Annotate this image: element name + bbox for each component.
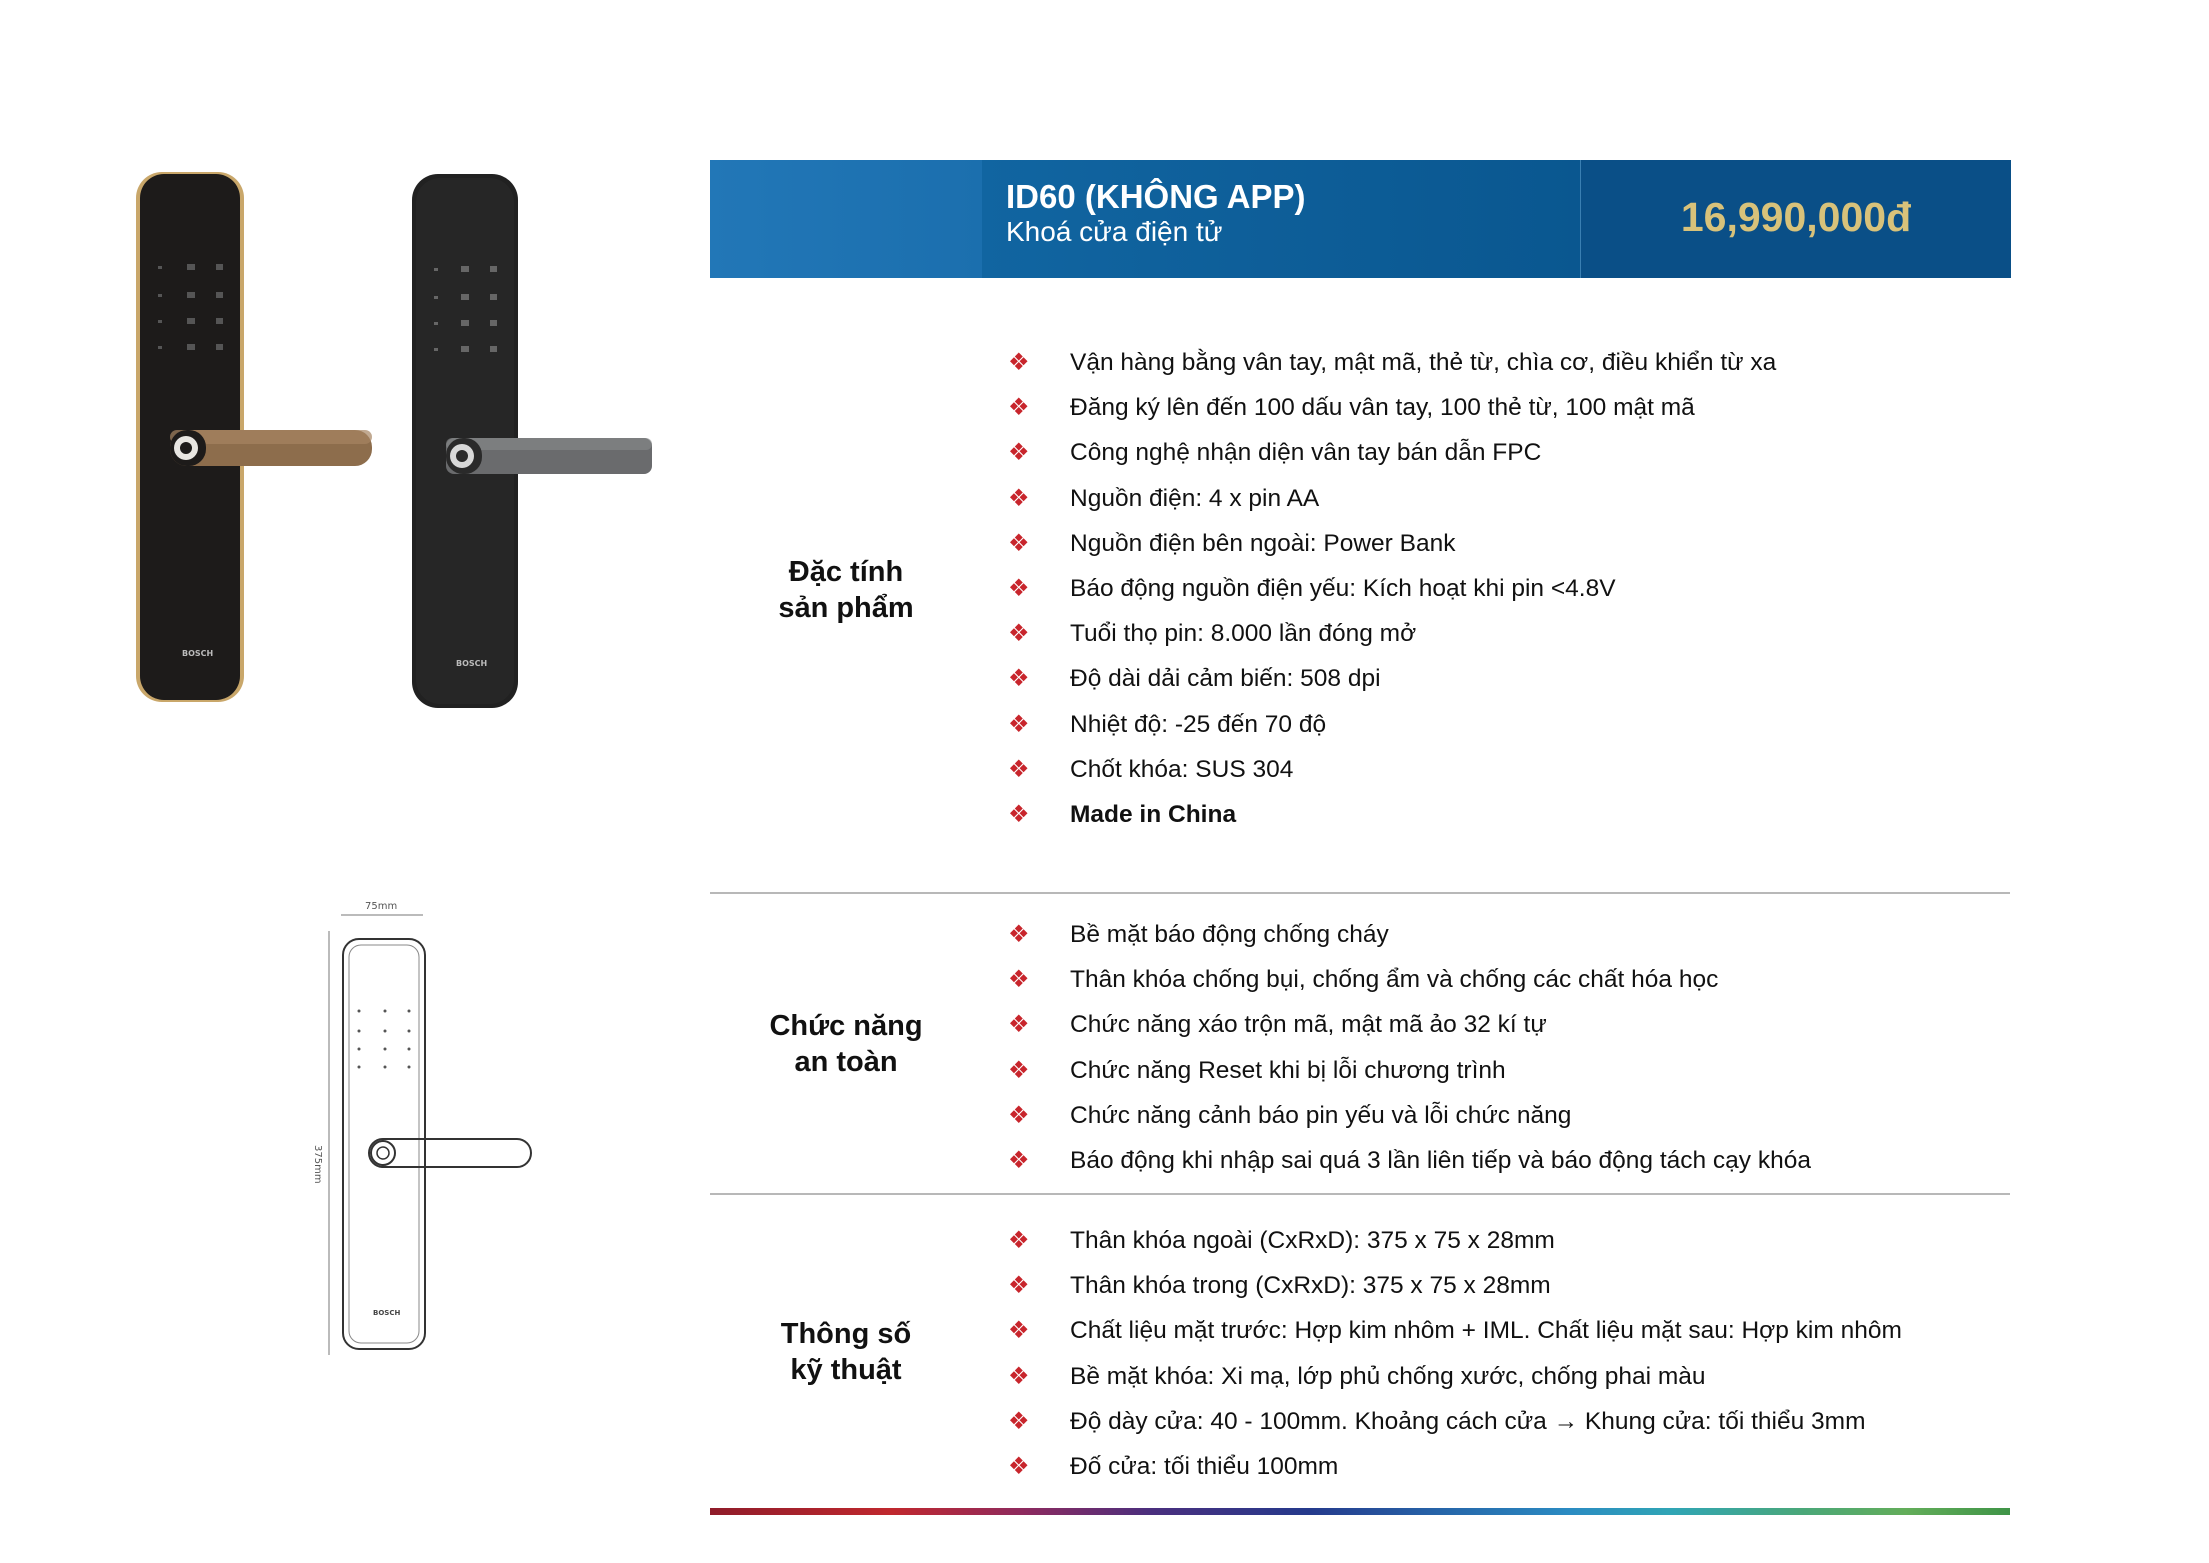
list-item-text: Vận hàng bằng vân tay, mật mã, thẻ từ, chìa cơ, điều khiển từ xa	[1070, 349, 1777, 376]
list-item-text: Made in China	[1070, 800, 1237, 828]
diamond-bullet-icon: ❖	[1008, 1362, 1030, 1390]
lock-photo-black	[404, 170, 664, 715]
diamond-bullet-icon: ❖	[1008, 755, 1030, 783]
list-item-text: Đăng ký lên đến 100 dấu vân tay, 100 thẻ từ, 100 mật mã	[1070, 394, 1695, 422]
list-item	[1008, 957, 1811, 1002]
list-item	[1008, 656, 1776, 701]
section-label-line: Thông số	[780, 1318, 912, 1350]
list-item-text: Thân khóa chống bụi, chống ẩm và chống các chất hóa học	[1070, 966, 1719, 994]
list-item-text: Bề mặt báo động chống cháy	[1070, 921, 1389, 948]
diamond-bullet-icon: ❖	[1008, 1227, 1030, 1254]
list-item	[1008, 1048, 1811, 1093]
diamond-bullet-icon: ❖	[1008, 529, 1030, 557]
product-header	[710, 160, 2010, 278]
list-item-text: Chức năng Reset khi bị lỗi chương trình	[1070, 1056, 1506, 1084]
list-item	[1008, 340, 1776, 385]
diamond-bullet-icon: ❖	[1008, 1452, 1030, 1480]
diamond-bullet-icon: ❖	[1008, 349, 1030, 376]
list-item	[1008, 1444, 1902, 1489]
list-item	[1008, 912, 1811, 957]
section-label-line: kỹ thuật	[790, 1354, 902, 1386]
section-label-specs	[710, 1316, 982, 1388]
header-price-cell	[1580, 160, 2011, 278]
diamond-bullet-icon: ❖	[1008, 574, 1030, 602]
diamond-bullet-icon: ❖	[1008, 921, 1030, 948]
list-item-text: Báo động nguồn điện yếu: Kích hoạt khi pin <4.8V	[1070, 574, 1616, 602]
section-label-line: an toàn	[794, 1046, 898, 1078]
list-item	[1008, 1308, 1902, 1353]
diamond-bullet-icon: ❖	[1008, 1056, 1030, 1084]
section-divider	[710, 1193, 2010, 1195]
lock-dimension-diagram	[305, 895, 545, 1360]
diamond-bullet-icon: ❖	[1008, 665, 1030, 693]
list-item-text: Nguồn điện bên ngoài: Power Bank	[1070, 529, 1456, 557]
section-label-line: Đặc tính	[788, 556, 904, 588]
safety-list	[1008, 912, 1811, 1183]
diamond-bullet-icon: ❖	[1008, 620, 1030, 648]
list-item-text: Độ dày cửa: 40 - 100mm. Khoảng cách cửa → Khung cửa: tối thiểu 3mm	[1070, 1407, 1866, 1435]
list-item-text: Tuổi thọ pin: 8.000 lần đóng mở	[1070, 620, 1417, 648]
header-title-cell	[982, 160, 1580, 278]
brand-label: BOSCH	[373, 1309, 401, 1317]
list-item	[1008, 1093, 1811, 1138]
diamond-bullet-icon: ❖	[1008, 800, 1030, 828]
diagram-height-label: 375mm	[312, 1145, 323, 1184]
diamond-bullet-icon: ❖	[1008, 710, 1030, 738]
diamond-bullet-icon: ❖	[1008, 394, 1030, 422]
product-title: ID60 (KHÔNG APP)	[1006, 178, 1306, 215]
list-item	[1008, 385, 1776, 430]
list-item	[1008, 1399, 1902, 1444]
list-item	[1008, 476, 1776, 521]
list-item-text: Nguồn điện: 4 x pin AA	[1070, 484, 1320, 512]
list-item-text: Nhiệt độ: -25 đến 70 độ	[1070, 710, 1327, 738]
list-item-text: Chốt khóa: SUS 304	[1070, 755, 1294, 783]
list-item	[1008, 1002, 1811, 1047]
section-label-line: sản phẩm	[778, 592, 914, 624]
list-item-text: Độ dài dải cảm biến: 508 dpi	[1070, 665, 1381, 693]
list-item	[1008, 792, 1776, 837]
specs-list	[1008, 1218, 1902, 1489]
section-label-line: Chức năng	[769, 1010, 923, 1042]
section-label-safety	[710, 1008, 982, 1080]
list-item-text: Chức năng xáo trộn mã, mật mã ảo 32 kí tự	[1070, 1011, 1547, 1039]
list-item-text: Chức năng cảnh báo pin yếu và lỗi chức năng	[1070, 1101, 1572, 1129]
diamond-bullet-icon: ❖	[1008, 1272, 1030, 1300]
list-item-text: Đố cửa: tối thiểu 100mm	[1070, 1452, 1339, 1480]
list-item	[1008, 1218, 1902, 1263]
diamond-bullet-icon: ❖	[1008, 966, 1030, 994]
brand-label: BOSCH	[182, 649, 214, 658]
list-item	[1008, 747, 1776, 792]
list-item	[1008, 566, 1776, 611]
section-label-features	[710, 554, 982, 626]
list-item	[1008, 611, 1776, 656]
section-divider	[710, 892, 2010, 894]
footer-color-bar	[710, 1508, 2010, 1515]
diamond-bullet-icon: ❖	[1008, 439, 1030, 467]
header-blank-cell	[710, 160, 982, 278]
diamond-bullet-icon: ❖	[1008, 1011, 1030, 1039]
list-item-text: Báo động khi nhập sai quá 3 lần liên tiếp và báo động tách cạy khóa	[1070, 1146, 1811, 1174]
diamond-bullet-icon: ❖	[1008, 484, 1030, 512]
list-item	[1008, 1138, 1811, 1183]
list-item	[1008, 430, 1776, 475]
list-item-text: Thân khóa trong (CxRxD): 375 x 75 x 28mm	[1070, 1272, 1551, 1300]
list-item-text: Bề mặt khóa: Xi mạ, lớp phủ chống xước, chống phai màu	[1070, 1362, 1706, 1390]
features-list	[1008, 340, 1776, 837]
list-item-text: Công nghệ nhận diện vân tay bán dẫn FPC	[1070, 439, 1542, 467]
list-item	[1008, 1263, 1902, 1308]
lock-photo-gold	[130, 168, 380, 708]
diamond-bullet-icon: ❖	[1008, 1101, 1030, 1129]
diamond-bullet-icon: ❖	[1008, 1146, 1030, 1174]
list-item	[1008, 1354, 1902, 1399]
diamond-bullet-icon: ❖	[1008, 1317, 1030, 1345]
product-price: 16,990,000đ	[1680, 194, 1912, 240]
diamond-bullet-icon: ❖	[1008, 1407, 1030, 1435]
list-item-text: Chất liệu mặt trước: Hợp kim nhôm + IML. Chất liệu mặt sau: Hợp kim nhôm	[1070, 1317, 1902, 1345]
brand-label: BOSCH	[456, 659, 488, 668]
list-item-text: Thân khóa ngoài (CxRxD): 375 x 75 x 28mm	[1070, 1227, 1555, 1254]
list-item	[1008, 521, 1776, 566]
product-subtitle: Khoá cửa điện tử	[1006, 216, 1223, 247]
diagram-width-label: 75mm	[365, 901, 398, 912]
list-item	[1008, 702, 1776, 747]
